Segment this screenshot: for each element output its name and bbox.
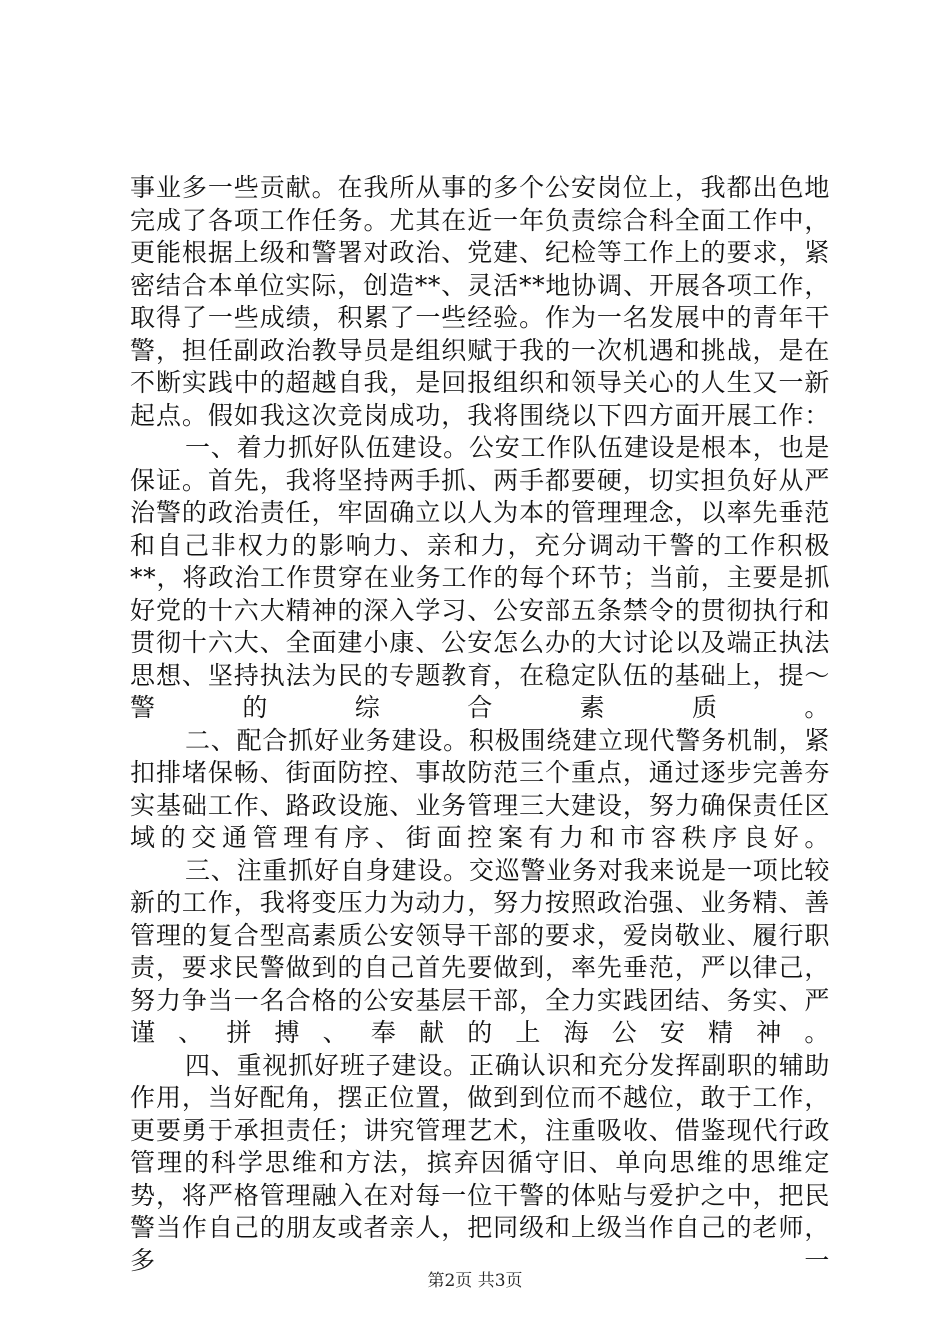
page-footer: 第2页 共3页: [427, 1271, 523, 1291]
paragraph-business-building: 二、配合抓好业务建设。积极围绕建立现代警务机制，紧扣排堵保畅、街面防控、事故防范三个重点，通过逐步完善夯实基础工作、路政设施、业务管理三大建设，努力确保责任区域的交通管理有序、街面控案有力和市容秩序良好。: [130, 725, 830, 852]
paragraph-continuation: 事业多一些贡献。在我所从事的多个公安岗位上，我都出色地完成了各项工作任务。尤其在近一年负责综合科全面工作中，更能根据上级和警署对政治、党建、纪检等工作上的要求，紧密结合本单位实际，创造**、灵活**地协调、开展各项工作，取得了一些成绩，积累了一些经验。作为一名发展中的青年干警，担任副政治教导员是组织赋于我的一次机遇和挑战，是在不断实践中的超越自我，是回报组织和领导关心的人生又一新起点。假如我这次竞岗成功，我将围绕以下四方面开展工作：: [130, 173, 830, 430]
paragraph-self-building: 三、注重抓好自身建设。交巡警业务对我来说是一项比较新的工作，我将变压力为动力，努力按照政治强、业务精、善管理的复合型高素质公安领导干部的要求，爱岗敬业、履行职责，要求民警做到的自己首先要做到，率先垂范，严以律己，努力争当一名合格的公安基层干部，全力实践团结、务实、严谨、拼搏、奉献的上海公安精神。: [130, 855, 830, 1047]
paragraph-team-building: 一、着力抓好队伍建设。公安工作队伍建设是根本，也是保证。首先，我将坚持两手抓、两手都要硬，切实担负好从严治警的政治责任，牢固确立以人为本的管理理念，以率先垂范和自己非权力的影响力、亲和力，充分调动干警的工作积极**，将政治工作贯穿在业务工作的每个环节；当前，主要是抓好党的十六大精神的深入学习、公安部五条禁令的贯彻执行和贯彻十六大、全面建小康、公安怎么办的大讨论以及端正执法思想、坚持执法为民的专题教育，在稳定队伍的基础上，提～警的综合素质。: [130, 433, 830, 722]
document-body: [130, 172, 830, 1277]
paragraph-leadership-building: 四、重视抓好班子建设。正确认识和充分发挥副职的辅助作用，当好配角，摆正位置，做到到位而不越位，敢于工作，更要勇于承担责任；讲究管理艺术，注重吸收、借鉴现代行政管理的科学思维和方法，摈弃因循守旧、单向思维的思维定势，将严格管理融入在对每一位干警的体贴与爱护之中，把民警当作自己的朋友或者亲人，把同级和上级当作自己的老师，多一: [130, 1050, 830, 1275]
